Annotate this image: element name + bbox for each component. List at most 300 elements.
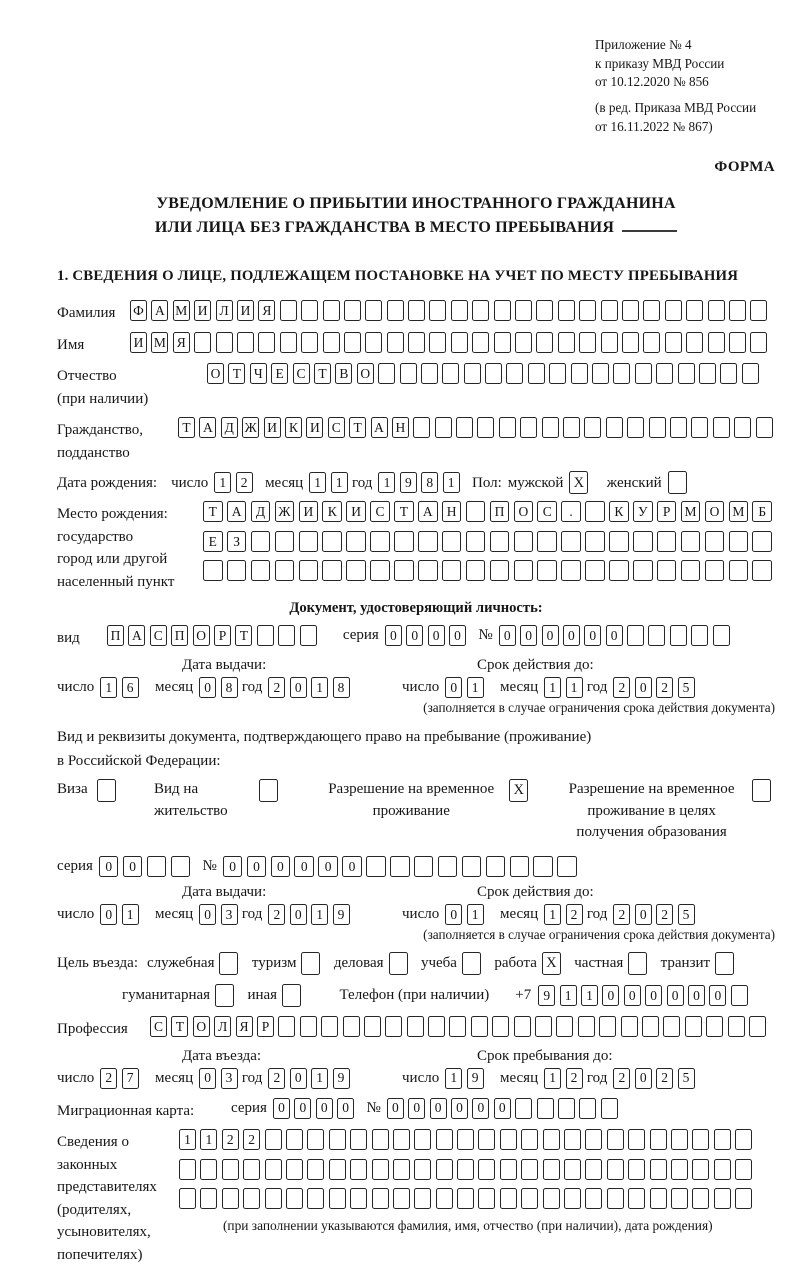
char-box[interactable] (514, 531, 534, 552)
char-box[interactable]: Л (216, 300, 233, 321)
char-box[interactable]: 1 (214, 472, 231, 493)
char-box[interactable] (607, 1159, 624, 1180)
char-box[interactable]: 1 (443, 472, 460, 493)
char-box[interactable] (668, 471, 687, 494)
char-box[interactable]: Р (257, 1016, 274, 1037)
char-box[interactable]: 0 (645, 985, 662, 1006)
char-box[interactable] (466, 531, 486, 552)
char-box[interactable]: 2 (566, 904, 583, 925)
char-box[interactable] (752, 779, 771, 802)
char-box[interactable] (499, 417, 516, 438)
char-box[interactable]: М (681, 501, 701, 522)
char-box[interactable] (628, 1188, 645, 1209)
char-box[interactable] (222, 1188, 239, 1209)
char-box[interactable]: 5 (678, 677, 695, 698)
char-box[interactable] (714, 1129, 731, 1150)
char-box[interactable] (515, 332, 532, 353)
char-box[interactable] (299, 560, 319, 581)
char-box[interactable]: Д (221, 417, 238, 438)
char-box[interactable]: 0 (387, 1098, 404, 1119)
char-box[interactable] (323, 332, 340, 353)
char-box[interactable]: 0 (542, 625, 559, 646)
char-box[interactable] (466, 560, 486, 581)
char-box[interactable] (472, 300, 489, 321)
char-box[interactable]: 2 (100, 1068, 117, 1089)
char-box[interactable] (599, 1016, 616, 1037)
char-box[interactable] (648, 625, 665, 646)
char-box[interactable] (442, 363, 459, 384)
char-box[interactable] (558, 1098, 575, 1119)
char-box[interactable] (390, 856, 410, 877)
char-box[interactable] (642, 1016, 659, 1037)
char-box[interactable] (585, 531, 605, 552)
char-box[interactable] (713, 625, 730, 646)
char-box[interactable] (171, 856, 191, 877)
char-box[interactable] (257, 625, 274, 646)
char-box[interactable]: 2 (236, 472, 253, 493)
char-box[interactable]: С (328, 417, 345, 438)
char-box[interactable]: И (306, 417, 323, 438)
char-box[interactable]: 0 (100, 904, 117, 925)
char-box[interactable] (457, 1188, 474, 1209)
char-box[interactable]: 0 (688, 985, 705, 1006)
char-box[interactable] (585, 501, 605, 522)
char-box[interactable] (462, 856, 482, 877)
char-box[interactable]: Ч (250, 363, 267, 384)
char-box[interactable] (278, 625, 295, 646)
char-box[interactable] (670, 625, 687, 646)
char-box[interactable]: П (171, 625, 188, 646)
char-box[interactable] (265, 1159, 282, 1180)
char-box[interactable]: Ж (242, 417, 259, 438)
char-box[interactable] (613, 363, 630, 384)
char-box[interactable]: 0 (273, 1098, 290, 1119)
char-box[interactable]: 2 (243, 1129, 260, 1150)
char-box[interactable] (451, 300, 468, 321)
char-box[interactable] (713, 417, 730, 438)
char-box[interactable]: 0 (199, 1068, 216, 1089)
char-box[interactable] (671, 1188, 688, 1209)
char-box[interactable] (510, 856, 530, 877)
char-box[interactable] (286, 1129, 303, 1150)
char-box[interactable]: 0 (123, 856, 143, 877)
char-box[interactable] (378, 363, 395, 384)
char-box[interactable] (457, 1159, 474, 1180)
char-box[interactable]: 0 (406, 625, 423, 646)
char-box[interactable]: 9 (538, 985, 555, 1006)
char-box[interactable] (428, 1016, 445, 1037)
char-box[interactable]: Л (214, 1016, 231, 1037)
char-box[interactable]: Т (203, 501, 223, 522)
char-box[interactable] (520, 417, 537, 438)
char-box[interactable] (322, 560, 342, 581)
char-box[interactable] (749, 1016, 766, 1037)
char-box[interactable]: 0 (445, 904, 462, 925)
char-box[interactable] (307, 1129, 324, 1150)
char-box[interactable]: П (490, 501, 510, 522)
char-box[interactable]: Т (171, 1016, 188, 1037)
char-box[interactable]: С (150, 1016, 167, 1037)
char-box[interactable]: А (371, 417, 388, 438)
char-box[interactable] (533, 856, 553, 877)
char-box[interactable] (670, 417, 687, 438)
char-box[interactable]: 1 (544, 1068, 561, 1089)
char-box[interactable]: В (335, 363, 352, 384)
char-box[interactable]: М (729, 501, 749, 522)
char-box[interactable] (729, 300, 746, 321)
char-box[interactable]: 0 (472, 1098, 489, 1119)
char-box[interactable] (734, 417, 751, 438)
char-box[interactable]: 2 (656, 1068, 673, 1089)
char-box[interactable] (478, 1159, 495, 1180)
char-box[interactable] (421, 363, 438, 384)
char-box[interactable] (579, 1098, 596, 1119)
char-box[interactable] (265, 1129, 282, 1150)
char-box[interactable]: Е (271, 363, 288, 384)
char-box[interactable]: Р (657, 501, 677, 522)
char-box[interactable]: 0 (247, 856, 267, 877)
char-box[interactable]: 0 (385, 625, 402, 646)
char-box[interactable] (500, 1129, 517, 1150)
char-box[interactable] (394, 560, 414, 581)
char-box[interactable] (344, 300, 361, 321)
char-box[interactable]: 0 (290, 677, 307, 698)
char-box[interactable] (607, 1188, 624, 1209)
char-box[interactable] (387, 300, 404, 321)
char-box[interactable] (414, 1188, 431, 1209)
char-box[interactable]: 8 (221, 677, 238, 698)
char-box[interactable] (543, 1188, 560, 1209)
char-box[interactable] (585, 1159, 602, 1180)
char-box[interactable] (301, 300, 318, 321)
char-box[interactable]: К (285, 417, 302, 438)
char-box[interactable] (601, 300, 618, 321)
char-box[interactable] (494, 300, 511, 321)
char-box[interactable] (633, 531, 653, 552)
char-box[interactable]: 0 (563, 625, 580, 646)
char-box[interactable]: 8 (333, 677, 350, 698)
char-box[interactable] (344, 332, 361, 353)
char-box[interactable]: 0 (290, 904, 307, 925)
char-box[interactable] (200, 1188, 217, 1209)
char-box[interactable]: 0 (316, 1098, 333, 1119)
char-box[interactable]: 1 (467, 677, 484, 698)
char-box[interactable] (449, 1016, 466, 1037)
char-box[interactable]: 0 (294, 1098, 311, 1119)
char-box[interactable] (506, 363, 523, 384)
char-box[interactable]: Я (173, 332, 190, 353)
char-box[interactable] (466, 501, 486, 522)
char-box[interactable] (714, 1188, 731, 1209)
char-box[interactable]: 0 (337, 1098, 354, 1119)
char-box[interactable]: 2 (268, 1068, 285, 1089)
char-box[interactable] (418, 531, 438, 552)
char-box[interactable] (635, 363, 652, 384)
char-box[interactable]: Р (214, 625, 231, 646)
char-box[interactable] (300, 625, 317, 646)
char-box[interactable]: И (194, 300, 211, 321)
char-box[interactable]: 0 (494, 1098, 511, 1119)
char-box[interactable] (750, 332, 767, 353)
char-box[interactable] (556, 1016, 573, 1037)
char-box[interactable]: С (537, 501, 557, 522)
char-box[interactable]: 1 (179, 1129, 196, 1150)
char-box[interactable]: Ф (130, 300, 147, 321)
char-box[interactable] (203, 560, 223, 581)
char-box[interactable]: 1 (100, 677, 117, 698)
char-box[interactable] (372, 1129, 389, 1150)
char-box[interactable]: Т (178, 417, 195, 438)
char-box[interactable] (643, 300, 660, 321)
char-box[interactable]: А (128, 625, 145, 646)
char-box[interactable] (543, 1159, 560, 1180)
char-box[interactable] (535, 1016, 552, 1037)
char-box[interactable] (216, 332, 233, 353)
char-box[interactable] (705, 560, 725, 581)
char-box[interactable] (627, 417, 644, 438)
char-box[interactable] (286, 1188, 303, 1209)
char-box[interactable]: 9 (467, 1068, 484, 1089)
char-box[interactable]: 1 (311, 904, 328, 925)
char-box[interactable]: А (418, 501, 438, 522)
char-box[interactable]: 1 (566, 677, 583, 698)
char-box[interactable] (486, 856, 506, 877)
char-box[interactable]: Б (752, 501, 772, 522)
char-box[interactable] (708, 300, 725, 321)
char-box[interactable] (729, 332, 746, 353)
char-box[interactable] (389, 952, 408, 975)
char-box[interactable] (442, 560, 462, 581)
char-box[interactable] (515, 300, 532, 321)
char-box[interactable] (752, 531, 772, 552)
char-box[interactable]: 0 (709, 985, 726, 1006)
char-box[interactable] (579, 300, 596, 321)
char-box[interactable] (451, 332, 468, 353)
char-box[interactable] (147, 856, 167, 877)
char-box[interactable] (650, 1129, 667, 1150)
char-box[interactable]: М (151, 332, 168, 353)
char-box[interactable]: 0 (271, 856, 291, 877)
char-box[interactable] (681, 560, 701, 581)
char-box[interactable] (665, 300, 682, 321)
char-box[interactable]: О (705, 501, 725, 522)
char-box[interactable]: 0 (449, 625, 466, 646)
char-box[interactable] (685, 1016, 702, 1037)
char-box[interactable] (601, 332, 618, 353)
char-box[interactable]: 2 (656, 904, 673, 925)
char-box[interactable] (500, 1159, 517, 1180)
char-box[interactable]: 1 (467, 904, 484, 925)
char-box[interactable]: И (299, 501, 319, 522)
char-box[interactable] (278, 1016, 295, 1037)
char-box[interactable] (731, 985, 748, 1006)
char-box[interactable] (500, 1188, 517, 1209)
char-box[interactable] (657, 560, 677, 581)
char-box[interactable] (628, 1159, 645, 1180)
char-box[interactable] (686, 300, 703, 321)
char-box[interactable] (592, 363, 609, 384)
char-box[interactable] (323, 300, 340, 321)
char-box[interactable]: 1 (122, 904, 139, 925)
char-box[interactable] (585, 1129, 602, 1150)
char-box[interactable] (729, 531, 749, 552)
char-box[interactable]: 2 (613, 677, 630, 698)
char-box[interactable] (237, 332, 254, 353)
char-box[interactable]: Н (392, 417, 409, 438)
char-box[interactable] (299, 531, 319, 552)
char-box[interactable] (628, 952, 647, 975)
char-box[interactable]: 0 (606, 625, 623, 646)
char-box[interactable] (243, 1159, 260, 1180)
char-box[interactable] (265, 1188, 282, 1209)
char-box[interactable] (607, 1129, 624, 1150)
char-box[interactable] (643, 332, 660, 353)
char-box[interactable]: Т (394, 501, 414, 522)
char-box[interactable]: К (609, 501, 629, 522)
char-box[interactable] (251, 531, 271, 552)
char-box[interactable]: И (346, 501, 366, 522)
char-box[interactable]: 0 (602, 985, 619, 1006)
char-box[interactable]: 1 (581, 985, 598, 1006)
char-box[interactable] (649, 417, 666, 438)
char-box[interactable] (329, 1159, 346, 1180)
char-box[interactable] (436, 1188, 453, 1209)
char-box[interactable] (414, 1159, 431, 1180)
char-box[interactable] (650, 1188, 667, 1209)
char-box[interactable]: 1 (560, 985, 577, 1006)
char-box[interactable] (728, 1016, 745, 1037)
char-box[interactable] (542, 417, 559, 438)
char-box[interactable] (243, 1188, 260, 1209)
char-box[interactable] (571, 363, 588, 384)
char-box[interactable]: 0 (99, 856, 119, 877)
char-box[interactable] (537, 560, 557, 581)
char-box[interactable] (282, 984, 301, 1007)
char-box[interactable]: 0 (624, 985, 641, 1006)
char-box[interactable] (222, 1159, 239, 1180)
char-box[interactable]: 0 (199, 904, 216, 925)
char-box[interactable] (752, 560, 772, 581)
char-box[interactable] (622, 332, 639, 353)
char-box[interactable] (492, 1016, 509, 1037)
char-box[interactable] (537, 531, 557, 552)
char-box[interactable]: С (150, 625, 167, 646)
char-box[interactable] (464, 363, 481, 384)
char-box[interactable]: П (107, 625, 124, 646)
char-box[interactable] (280, 332, 297, 353)
char-box[interactable] (97, 779, 116, 802)
char-box[interactable] (393, 1188, 410, 1209)
char-box[interactable] (286, 1159, 303, 1180)
char-box[interactable]: 9 (400, 472, 417, 493)
char-box[interactable] (715, 952, 734, 975)
char-box[interactable] (742, 363, 759, 384)
char-box[interactable]: 6 (122, 677, 139, 698)
char-box[interactable]: 0 (635, 677, 652, 698)
char-box[interactable] (657, 531, 677, 552)
char-box[interactable] (407, 1016, 424, 1037)
char-box[interactable] (321, 1016, 338, 1037)
char-box[interactable]: У (633, 501, 653, 522)
char-box[interactable]: Е (203, 531, 223, 552)
char-box[interactable] (579, 332, 596, 353)
char-box[interactable] (609, 531, 629, 552)
char-box[interactable] (472, 332, 489, 353)
char-box[interactable] (564, 1159, 581, 1180)
char-box[interactable] (429, 332, 446, 353)
char-box[interactable] (606, 417, 623, 438)
char-box[interactable] (366, 856, 386, 877)
char-box[interactable] (665, 332, 682, 353)
char-box[interactable] (537, 1098, 554, 1119)
char-box[interactable] (494, 332, 511, 353)
char-box[interactable]: Я (236, 1016, 253, 1037)
char-box[interactable]: 0 (199, 677, 216, 698)
char-box[interactable]: 3 (221, 904, 238, 925)
char-box[interactable] (650, 1159, 667, 1180)
char-box[interactable] (350, 1188, 367, 1209)
char-box[interactable]: 2 (268, 904, 285, 925)
char-box[interactable]: И (237, 300, 254, 321)
char-box[interactable]: 1 (309, 472, 326, 493)
char-box[interactable] (622, 300, 639, 321)
char-box[interactable] (456, 417, 473, 438)
char-box[interactable] (394, 531, 414, 552)
char-box[interactable] (457, 1129, 474, 1150)
char-box[interactable] (729, 560, 749, 581)
char-box[interactable] (346, 560, 366, 581)
char-box[interactable]: О (357, 363, 374, 384)
char-box[interactable] (735, 1159, 752, 1180)
char-box[interactable] (179, 1159, 196, 1180)
char-box[interactable]: К (322, 501, 342, 522)
char-box[interactable] (543, 1129, 560, 1150)
char-box[interactable] (692, 1188, 709, 1209)
char-box[interactable] (258, 332, 275, 353)
char-box[interactable] (756, 417, 773, 438)
char-box[interactable]: Т (349, 417, 366, 438)
char-box[interactable] (364, 1016, 381, 1037)
char-box[interactable] (408, 332, 425, 353)
char-box[interactable] (387, 332, 404, 353)
char-box[interactable] (536, 332, 553, 353)
char-box[interactable] (393, 1129, 410, 1150)
char-box[interactable] (663, 1016, 680, 1037)
char-box[interactable] (750, 300, 767, 321)
char-box[interactable] (194, 332, 211, 353)
char-box[interactable] (478, 1188, 495, 1209)
char-box[interactable] (322, 531, 342, 552)
char-box[interactable]: 0 (223, 856, 243, 877)
char-box[interactable]: Т (228, 363, 245, 384)
char-box[interactable]: А (151, 300, 168, 321)
char-box[interactable] (585, 560, 605, 581)
char-box[interactable]: О (193, 1016, 210, 1037)
char-box[interactable] (563, 417, 580, 438)
char-box[interactable]: 0 (584, 625, 601, 646)
char-box[interactable]: 2 (222, 1129, 239, 1150)
char-box[interactable] (471, 1016, 488, 1037)
char-box[interactable] (329, 1188, 346, 1209)
char-box[interactable] (385, 1016, 402, 1037)
char-box[interactable] (365, 300, 382, 321)
char-box[interactable] (521, 1188, 538, 1209)
char-box[interactable] (300, 1016, 317, 1037)
char-box[interactable] (671, 1159, 688, 1180)
char-box[interactable]: З (227, 531, 247, 552)
char-box[interactable]: О (193, 625, 210, 646)
char-box[interactable] (301, 952, 320, 975)
